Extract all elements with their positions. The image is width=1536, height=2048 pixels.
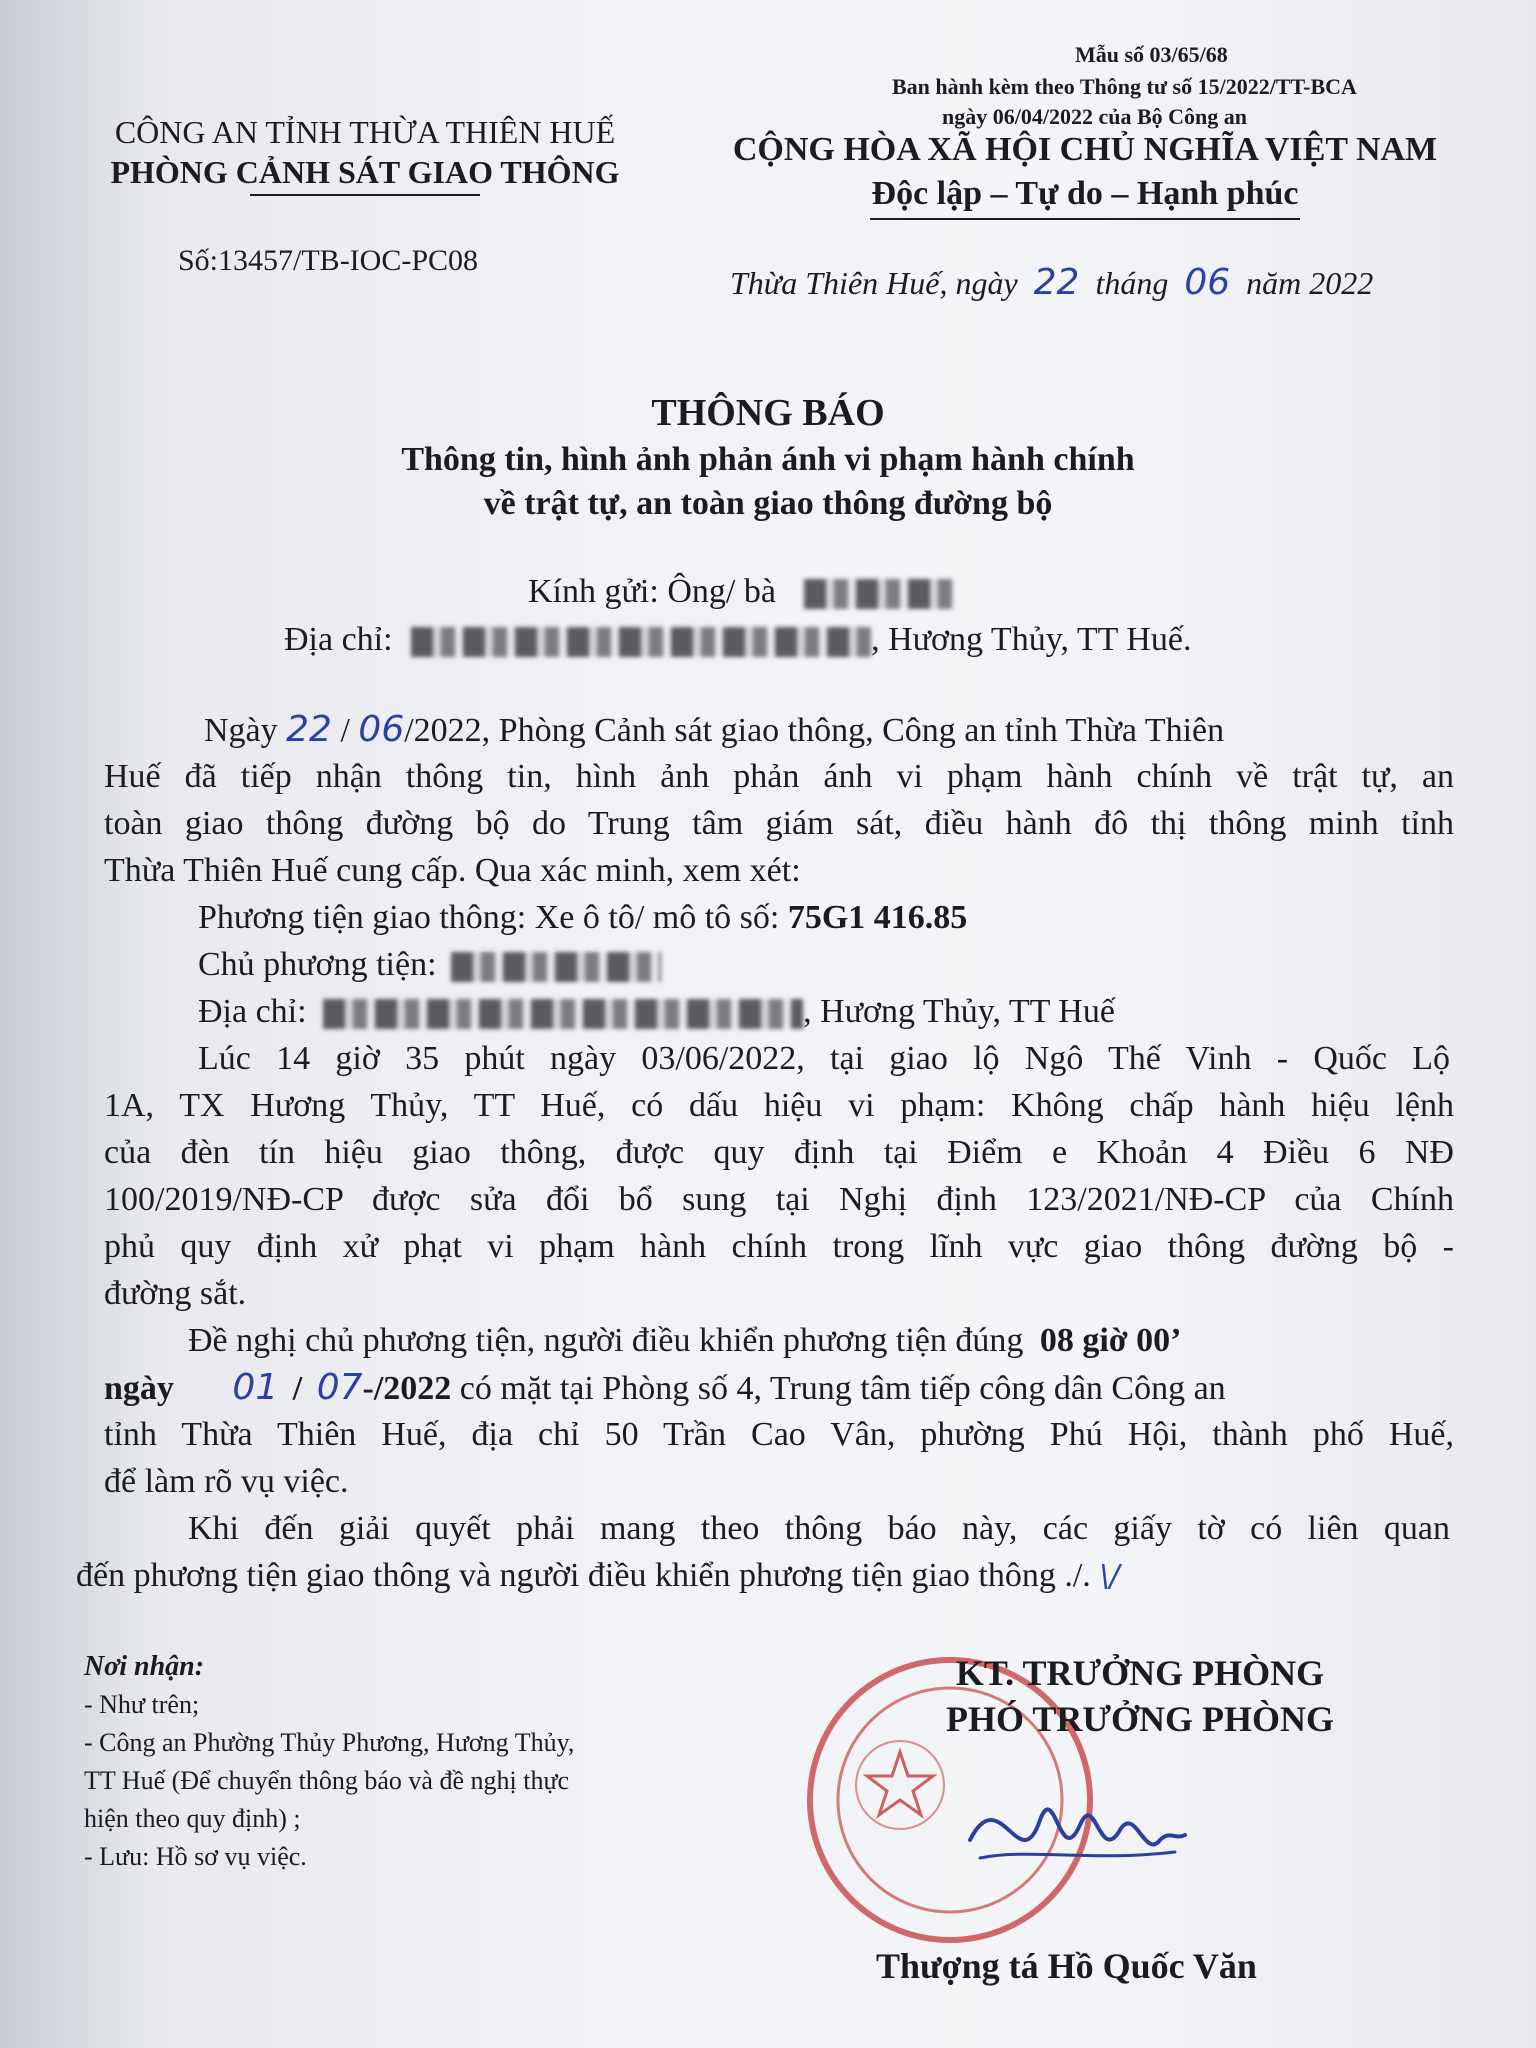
redacted-owner-address [323, 999, 803, 1029]
recipient-address [284, 616, 1191, 663]
p3-year: -/2022 [362, 1370, 452, 1407]
recipient-item: - Công an Phường Thủy Phương, Hương Thủy, [84, 1728, 575, 1757]
month-label: tháng [1095, 265, 1169, 301]
redacted-name [804, 579, 954, 609]
owner-address-line [198, 988, 1536, 1035]
owner-address-label: Địa chỉ: [198, 993, 307, 1030]
signature-title-2: PHÓ TRƯỞNG PHÒNG [945, 1699, 1334, 1739]
p2-line-3: của đèn tín hiệu giao thông, được quy định tại Điểm e Khoản 4 Điều 6 NĐ [104, 1134, 1454, 1171]
p3-handwritten-day: 01 [232, 1367, 279, 1408]
p2-line-1: Lúc 14 giờ 35 phút ngày 03/06/2022, tại giao lộ Ngô Thế Vinh - Quốc Lộ [198, 1040, 1450, 1077]
agency-underline [250, 194, 480, 196]
p3-line-3: tỉnh Thừa Thiên Huế, địa chỉ 50 Trần Cao Vân, phường Phú Hội, thành phố Huế, [104, 1416, 1454, 1453]
form-number: Mẫu số 03/65/68 [1075, 42, 1228, 67]
p3-line-2-rest: có mặt tại Phòng số 4, Trung tâm tiếp công dân Công an [459, 1370, 1226, 1407]
p2-line-6: đường sắt. [104, 1275, 247, 1312]
handwritten-month: 06 [1184, 262, 1231, 303]
p4-line-2-text: đến phương tiện giao thông và người điều khiển phương tiện giao thông ./. [76, 1557, 1091, 1594]
p2-line-2: 1A, TX Hương Thủy, TT Huế, có dấu hiệu vi phạm: Không chấp hành hiệu lệnh [104, 1087, 1454, 1124]
notice-subtitle-1: Thông tin, hình ảnh phản ánh vi phạm hành chính [401, 441, 1135, 478]
p1-separator: / [340, 712, 350, 749]
vehicle-line [198, 894, 1536, 941]
p3-line-4: để làm rõ vụ việc. [104, 1463, 349, 1500]
p1-handwritten-day: 22 [286, 709, 332, 750]
p4-handwritten-mark: \/ [1099, 1559, 1120, 1594]
agency-parent: CÔNG AN TỈNH THỪA THIÊN HUẾ [114, 114, 616, 150]
document-number: Số:13457/TB-IOC-PC08 [178, 244, 479, 277]
p3-line-1 [188, 1317, 1450, 1364]
signer-name: Thượng tá Hồ Quốc Văn [876, 1946, 1257, 1986]
year-text: năm 2022 [1246, 265, 1374, 301]
agency-block [60, 112, 670, 196]
recipient-item: - Lưu: Hồ sơ vụ việc. [84, 1842, 307, 1871]
p1-handwritten-month: 06 [358, 709, 405, 750]
redacted-address [411, 627, 871, 657]
p3-handwritten-month: 07 [316, 1367, 363, 1408]
agency-name: PHÒNG CẢNH SÁT GIAO THÔNG [110, 154, 620, 190]
vehicle-label: Phương tiện giao thông: Xe ô tô/ mô tô số: [198, 899, 780, 936]
vehicle-plate: 75G1 416.85 [787, 899, 968, 936]
title-block [0, 388, 1536, 526]
recipient-item: TT Huế (Để chuyển thông báo và đề nghị thực [84, 1766, 570, 1795]
p1-line-1 [204, 706, 1450, 754]
handwritten-day: 22 [1033, 262, 1080, 303]
p2-line-4: 100/2019/NĐ-CP được sửa đổi bổ sung tại Nghị định 123/2021/NĐ-CP của Chính [104, 1181, 1454, 1218]
recipient-item: - Như trên; [84, 1690, 200, 1719]
notice-subtitle-2: về trật tự, an toàn giao thông đường bộ [483, 485, 1053, 522]
recipients-list [84, 1648, 574, 1876]
place-date [730, 262, 1373, 303]
p3-line-2 [104, 1364, 1454, 1412]
recipient-greeting [528, 568, 954, 615]
form-date: ngày 06/04/2022 của Bộ Công an [942, 104, 1247, 129]
notice-title: THÔNG BÁO [651, 392, 885, 434]
owner-line [198, 941, 1536, 988]
motto: Độc lập – Tự do – Hạnh phúc [871, 175, 1299, 212]
address-label: Địa chỉ: [284, 621, 393, 658]
signature-block [840, 1650, 1440, 1742]
p1-line-4: Thừa Thiên Huế cung cấp. Qua xác minh, xem xét: [104, 852, 801, 889]
p3-separator: / [292, 1370, 303, 1407]
nation-block [690, 128, 1480, 220]
p1-rest: /2022, Phòng Cảnh sát giao thông, Công an tỉnh Thừa Thiên [404, 712, 1225, 749]
p4-line-2 [76, 1552, 1426, 1600]
handwritten-signature [960, 1770, 1190, 1890]
signature-title-1: KT. TRƯỞNG PHÒNG [955, 1653, 1325, 1693]
place-date-prefix: Thừa Thiên Huế, ngày [730, 265, 1018, 301]
nation-name: CỘNG HÒA XÃ HỘI CHỦ NGHĨA VIỆT NAM [732, 131, 1438, 168]
address-tail: , Hương Thủy, TT Huế. [871, 621, 1192, 658]
recipient-item: hiện theo quy định) ; [84, 1804, 301, 1833]
owner-label: Chủ phương tiện: [198, 946, 437, 983]
p1-line-2: Huế đã tiếp nhận thông tin, hình ảnh phản ánh vi phạm hành chính về trật tự, an [104, 758, 1454, 795]
form-issued-by: Ban hành kèm theo Thông tư số 15/2022/TT-BCA [892, 74, 1357, 99]
p4-line-1: Khi đến giải quyết phải mang theo thông báo này, các giấy tờ có liên quan [188, 1510, 1450, 1547]
p1-prefix: Ngày [204, 712, 278, 749]
greeting-text: Kính gửi: Ông/ bà [528, 573, 776, 610]
p3-time: 08 giờ 00’ [1039, 1322, 1182, 1359]
owner-address-tail: , Hương Thủy, TT Huế [803, 993, 1115, 1030]
redacted-owner [451, 952, 661, 982]
p3-request: Đề nghị chủ phương tiện, người điều khiển phương tiện đúng [188, 1322, 1024, 1359]
p2-line-5: phủ quy định xử phạt vi phạm hành chính trong lĩnh vực giao thông đường bộ - [104, 1228, 1454, 1265]
p3-ngay: ngày [104, 1370, 174, 1407]
motto-underline [870, 218, 1300, 220]
recipients-heading: Nơi nhận: [84, 1651, 205, 1682]
p1-line-3: toàn giao thông đường bộ do Trung tâm giám sát, điều hành đô thị thông minh tỉnh [104, 805, 1454, 842]
